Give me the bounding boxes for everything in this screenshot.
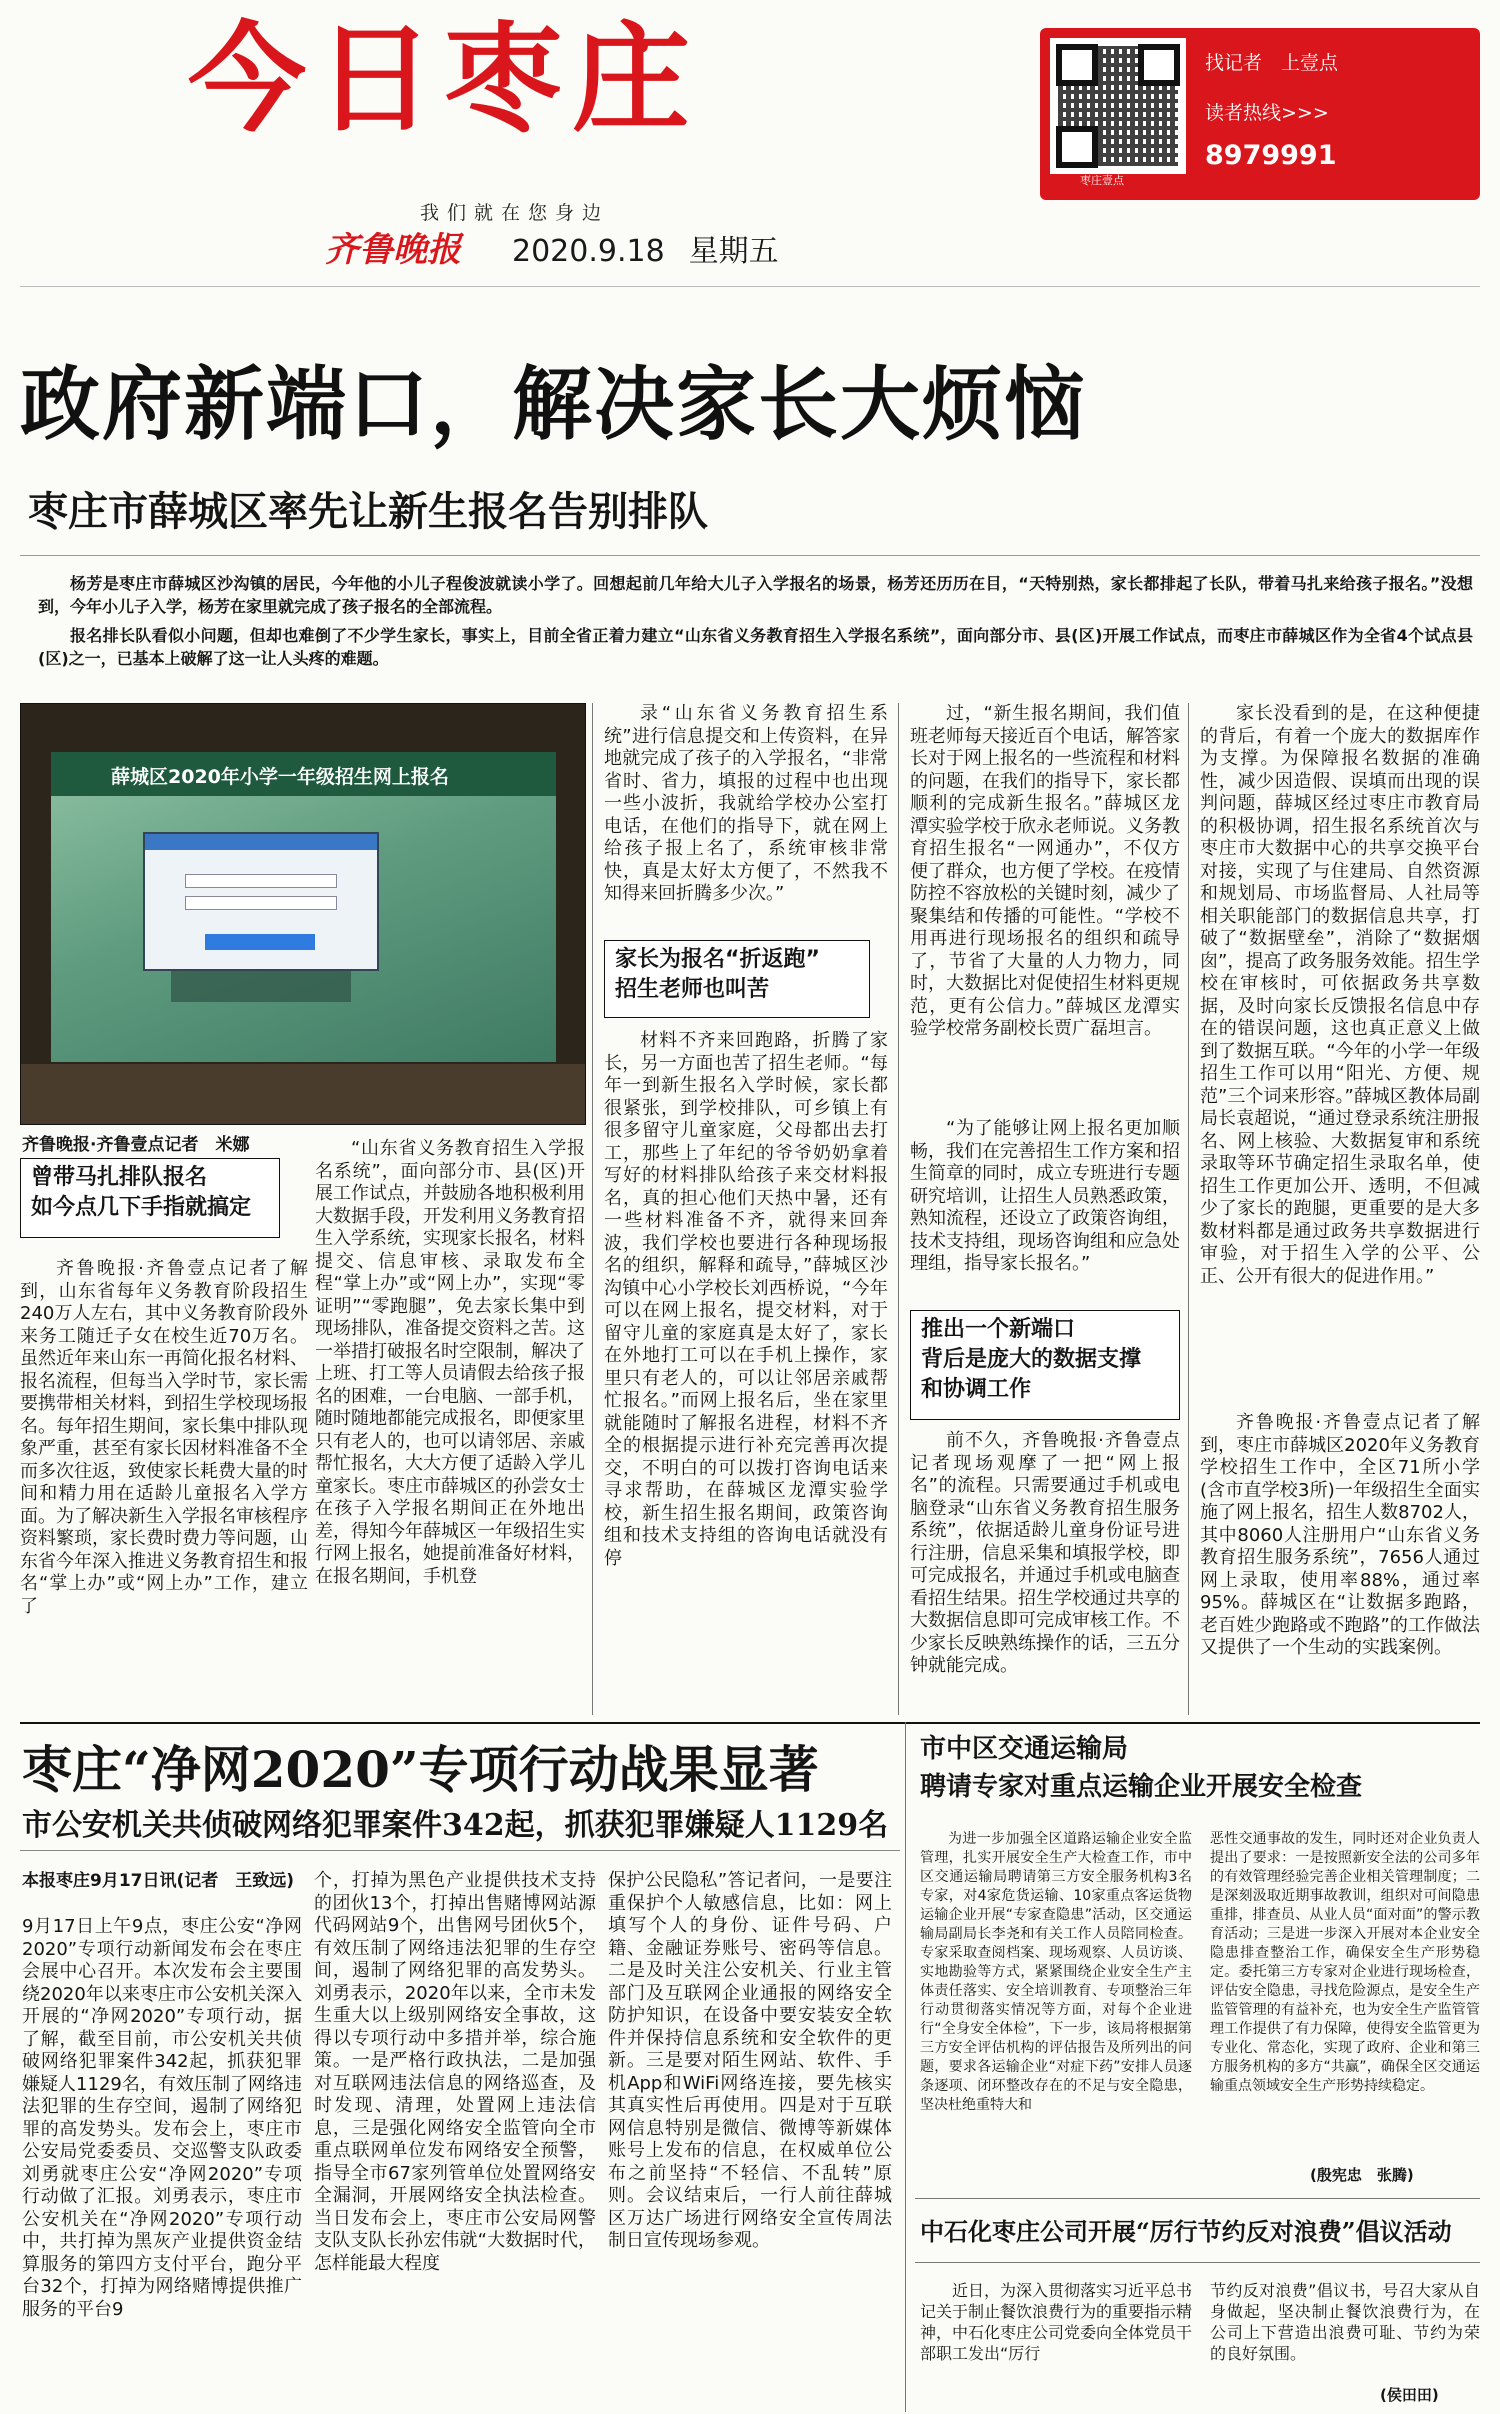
paper-brand: 齐鲁晚报 <box>325 230 461 270</box>
lead-column-4c: 前不久，齐鲁晚报·齐鲁壹点记者现场观摩了一把“网上报名”的流程。只需要通过手机或电脑登录“山东省义务教育招生服务系统”，依据适龄儿童身份证号进行注册，信息采集和填报学校，即可完成报名，并通过手机或电脑查看招生结果。招生学校通过共享的大数据信息即可完成审核工作。不少家长反映熟练操作的话，三五分钟就能完成。 <box>910 1430 1180 1676</box>
hotline-number: 8979991 <box>1205 140 1337 171</box>
contact-line-2: 读者热线>>> <box>1205 102 1329 124</box>
qr-code-icon <box>1050 38 1186 174</box>
masthead-title: 今日枣庄 <box>188 9 701 148</box>
column-rule <box>1188 703 1189 1715</box>
story4-column-1: 近日，为深入贯彻落实习近平总书记关于制止餐饮浪费行为的重要指示精神，中石化枣庄公司党委向全体党员干部职工发出“厉行 <box>920 2281 1192 2363</box>
subhead-2: 家长为报名“折返跑” 招生老师也叫苦 <box>604 940 870 1018</box>
story4-headline: 中石化枣庄公司开展“厉行节约反对浪费”倡议活动 <box>920 2217 1452 2246</box>
lead-column-1: 齐鲁晚报·齐鲁壹点记者了解到，山东省每年义务教育阶段招生240万人左右，其中义务教育阶段外来务工随迁子女在校生近70万名。虽然近年来山东一再简化报名材料、报名流程，但每当入学时节，家长需要携带相关材料，到招生学校现场报名。每年招生期间，家长集中排队现象严重，甚至有家长因材料准备不全而多次往返，致使家长耗费大量的时间和精力用在适龄儿童报名入学方面。为了解决新生入学报名审核程序资料繁琐，家长费时费力等问题，山东省今年深入推进义务教育招生和报名“掌上办”或“网上办”工作，建立了 <box>20 1258 308 1617</box>
lead-headline: 政府新端口，解决家长大烦恼 <box>20 357 1086 451</box>
column-rule <box>592 703 593 1715</box>
lead-column-5a: 家长没看到的是，在这种便捷的背后，有着一个庞大的数据库作为支撑。为保障报名数据的准确性，减少因造假、误填而出现的误判问题，薛城区经过枣庄市教育局的积极协调，招生报名系统首次与枣庄市大数据中心的共享交换平台对接，实现了与住建局、自然资源和规划局、市场监督局、人社局等相关职能部门的数据信息共享，打破了“数据壁垒”，消除了“数据烟囱”，提高了政务服务效能。招生学校在审核时，可依据政务共享数据，及时向家长反馈报名信息中存在的错误问题，这也真正意义上做到了数据互联。“今年的小学一年级招生工作可以用“阳光、方便、规范”三个词来形容。”薛城区教体局副局长袁超说，“通过登录系统注册报名、网上核验、大数据复审和系统录取等环节确定招生录取名单，使招生工作更加公开、透明，不但减少了家长的跑腿，更重要的是大多数材料都是通过政务共享数据进行审验，对于招生入学的公平、公正、公开有很大的促进作用。” <box>1200 703 1480 1287</box>
story4-divider <box>915 2262 1480 2263</box>
date-value: 2020.9.18 <box>512 234 665 269</box>
masthead-divider <box>20 286 1480 287</box>
lead-column-4a: 过，“新生报名期间，我们值班老师每天接近百个电话，解答家长对于网上报名的一些流程和材料的问题，在我们的指导下，家长都顺利的完成新生报名。”薛城区龙潭实验学校于欣永老师说。义务教育招生报名“一网通办”，不仅方便了群众，也方便了学校。在疫情防控不容放松的关键时刻，减少了聚集结和传播的可能性。“学校不用再进行现场报名的组织和疏导了，节省了大量的人力物力，同时，大数据比对促使招生材料更规范，更有公信力。”薛城区龙潭实验学校常务副校长贾广磊坦言。 <box>910 703 1180 1039</box>
lead-column-2a: 录“山东省义务教育招生系统”进行信息提交和上传资料，在异地就完成了孩子的入学报名，“非常省时、省力，填报的过程中也出现一些小波折，我就给学校办公室打电话，在他们的指导下，就在网上给孩子报上名了，系统审核非常快，真是太好太方便了，不然我不知得来回折腾多少次。” <box>604 703 888 904</box>
lead-column-4b: “为了能够让网上报名更加顺畅，我们在完善招生工作方案和招生简章的同时，成立专班进行专题研究培训，让招生人员熟悉政策，熟知流程，还设立了政策咨询组，技术支持组，现场咨询组和应急处理组，指导家长报名。” <box>910 1118 1180 1274</box>
story2-column-2: 个，打掉为黑色产业提供技术支持的团伙13个，打掉出售赌博网站源代码网站9个，出售网号团伙5个，有效压制了网络违法犯罪的生存空间，遏制了网络犯罪的高发势头。刘勇表示，2020年以来，全市未发生重大以上级别网络安全事故，这得以专项行动中多措并举，综合施策。一是严格行政执法，二是加强对互联网违法信息的网络巡查，及时发现、清理，处置网上违法信息，三是强化网络安全监管向全市重点联网单位发布网络安全预警，指导全市67家列管单位处置网络安全漏洞，开展网络安全执法检查。当日发布会上，枣庄市公安局网警支队支队长孙宏伟就“大数据时代，怎样能最大程度 <box>314 1870 596 2274</box>
story3-column-2: 恶性交通事故的发生，同时还对企业负责人提出了要求：一是按照新安全法的公司多年的有效管理经验完善企业相关管理制度；二是深刻汲取近期事故教训，组织对可间隐患重排，排查员、从业人员“面对面”的警示教育活动；三是进一步深入开展对本企业安全隐患排查整治工作，确保安全生产形势稳定。委托第三方专家对企业进行现场检查，评估安全隐患，寻找危险源点，是安全生产监管管理的有益补充，也为安全生产监管管理工作提供了有力保障，使得安全监管更为专业化、常态化，实现了政府、企业和第三方服务机构的多方“共赢”，确保全区交通运输重点领域安全生产形势持续稳定。 <box>1210 1831 1480 2094</box>
story2-divider <box>20 1850 900 1851</box>
column-rule <box>905 1722 906 2412</box>
lead-paragraph-1: 杨芳是枣庄市薛城区沙沟镇的居民，今年他的小儿子程俊波就读小学了。回想起前几年给大儿子入学报名的场景，杨芳还历历在目，“天特别热，家长都排起了长队，带着马扎来给孩子报名。”没想到，今年小儿子入学，杨芳在家里就完成了孩子报名的全部流程。 <box>38 574 1473 616</box>
story4-credit: (侯田田) <box>1380 2386 1439 2404</box>
issue-date <box>512 226 803 270</box>
story4-column-2: 节约反对浪费”倡议书，号召大家从自身做起，坚决制止餐饮浪费行为，在公司上下营造出浪费可耻、节约为荣的良好氛围。 <box>1210 2281 1480 2363</box>
screen-title: 薛城区2020年小学一年级招生网上报名 <box>111 766 449 788</box>
contact-line-1: 找记者 上壹点 <box>1205 52 1339 74</box>
subhead-3: 推出一个新端口 背后是庞大的数据支撑 和协调工作 <box>910 1310 1180 1420</box>
story2-column-1: 9月17日上午9点，枣庄公安“净网2020”专项行动新闻发布会在枣庄会展中心召开。本次发布会主要围绕2020年以来枣庄市公安机关深入开展的“净网2020”专项行动，据了解，截至目前，市公安机关共侦破网络犯罪案件342起，抓获犯罪嫌疑人1129名，有效压制了网络违法犯罪的生存空间，遏制了网络犯罪的高发势头。发布会上，枣庄市公安局党委委员、交巡警支队政委刘勇就枣庄公安“净网2020”专项行动做了汇报。刘勇表示，枣庄市公安机关在“净网2020”专项行动中，共打掉为黑灰产业提供资金结算服务的第四方支付平台，跑分平台32个，打掉为网络赌博提供推广服务的平台9 <box>22 1916 302 2320</box>
subhead-1: 曾带马扎排队报名 如今点几下手指就搞定 <box>20 1158 280 1238</box>
lead-column-3: 材料不齐来回跑路，折腾了家长，另一方面也苦了招生老师。“每年一到新生报名入学时候，家长都很紧张，到学校排队，可乡镇上有很多留守儿童家庭，父母都出去打工，那些上了年纪的爷爷奶奶拿着写好的材料排队给孩子来交材料报名，真的担心他们天热中暑，还有一些材料准备不齐，就得来回奔波，我们学校也要进行各种现场报名的组织，解释和疏导，”薛城区沙沟镇中心小学校长刘西桥说，“今年可以在网上报名，提交材料，对于留守儿童的家庭真是太好了，家长在外地打工可以在手机上操作，家里只有老人的，可以让邻居亲戚帮忙报名。”而网上报名后，坐在家里就能随时了解报名进程，材料不齐全的根据提示进行补充完善再次提交，不明白的可以拨打咨询电话来寻求帮助，在薛城区龙潭实验学校，新生招生报名期间，政策咨询组和技术支持组的咨询电话就没有停 <box>604 1030 888 1569</box>
story2-dateline: 本报枣庄9月17日讯(记者 王致远) <box>22 1871 295 1891</box>
story3-column-1: 为进一步加强全区道路运输企业安全监管理，扎实开展安全生产大检查工作，市中区交通运输局聘请第三方安全服务机构3名专家，对4家危货运输、10家重点客运货物运输企业开展“专家查隐患”活动，区交通运输局副局长李尧和有关工作人员陪同检查。专家采取查阅档案、现场观察、人员访谈、实地勘验等方式，紧紧围绕企业安全生产主体责任落实、安全培训教育、专项整治三年行动贯彻落实情况等方面，对每个企业进行“全身安全体检”，下一步，该局将根据第三方安全评估机构的评估报告及所列出的问题，要求各运输企业“对症下药”安排人员逐条逐项、闭环整改存在的不足与安全隐患，坚决杜绝重特大和 <box>920 1831 1192 2113</box>
story2-headline: 枣庄“净网2020”专项行动战果显著 <box>22 1740 819 1799</box>
lead-subheadline: 枣庄市薛城区率先让新生报名告别排队 <box>28 488 708 535</box>
masthead-slogan: 我们就在您身边 <box>420 202 610 224</box>
column-rule <box>898 703 899 1715</box>
qr-caption: 枣庄壹点 <box>1080 174 1124 187</box>
story2-subheadline: 市公安机关共侦破网络犯罪案件342起，抓获犯罪嫌疑人1129名 <box>22 1808 889 1843</box>
video-wall-screen <box>51 752 556 1062</box>
lead-column-5b: 齐鲁晚报·齐鲁壹点记者了解到，枣庄市薛城区2020年义务教育学校招生工作中，全区71所小学(含市直学校3所)一年级招生全面实施了网上报名，招生人数8702人，其中8060人注册用户“山东省义务教育招生服务系统”，7656人通过网上录取，使用率88%，通过率95%。薛城区在“让数据多跑路，老百姓少跑路或不跑路”的工作做法又提供了一个生动的实践案例。 <box>1200 1412 1480 1658</box>
story3-credit: (殷宪忠 张腾) <box>1310 2166 1414 2184</box>
lead-paragraph-2: 报名排长队看似小问题，但却也难倒了不少学生家长，事实上，目前全省正着力建立“山东省义务教育招生入学报名系统”，面向部分市、县(区)开展工作试点，而枣庄市薛城区作为全省4个试点县(区)之一，已基本上破解了这一让人头疼的难题。 <box>38 626 1473 668</box>
subheadline-divider <box>20 555 1480 556</box>
login-window-graphic <box>143 832 379 971</box>
section-divider <box>20 1722 1480 1724</box>
story2-column-3: 保护公民隐私”答记者问，一是要注重保护个人敏感信息，比如：网上填写个人的身份、证件号码、户籍、金融证券账号、密码等信息。二是及时关注公安机关、行业主管部门及互联网企业通报的网络安全防护知识，在设备中要安装安全软件并保持信息系统和安全软件的更新。三是要对陌生网站、软件、手机App和WiFi网络连接，要先核实其真实性后再使用。四是对于互联网信息特别是微信、微博等新媒体账号上发布的信息，在权威单位公布之前坚持“不轻信、不乱转”原则。会议结束后，一行人前往薛城区万达广场进行网络安全宣传周法制日宣传现场参观。 <box>608 1870 892 2251</box>
registration-photo <box>20 703 586 1125</box>
story3-divider <box>915 2198 1480 2199</box>
photo-credit: 齐鲁晚报·齐鲁壹点记者 米娜 <box>22 1135 250 1155</box>
story3-headline: 市中区交通运输局 聘请专家对重点运输企业开展安全检查 <box>920 1734 1363 1802</box>
weekday-value: 星期五 <box>688 234 779 269</box>
lead-column-2: “山东省义务教育招生入学报名系统”，面向部分市、县(区)开展工作试点，并鼓励各地积极利用大数据手段，开发利用义务教育招生入学系统，实现家长报名，材料提交、信息审核、录取发布全程“掌上办”或“网上办”，实现“零证明”“零跑腿”，免去家长集中到现场排队，准备提交资料之苦。这一举措打破报名时空限制，解决了上班、打工等人员请假去给孩子报名的困难，一台电脑、一部手机，随时随地都能完成报名，即便家里只有老人的，也可以请邻居、亲戚帮忙报名，大大方便了适龄入学儿童家长。枣庄市薛城区的孙尝女士在孩子入学报名期间正在外地出差，得知今年薛城区一年级招生实行网上报名，她提前准备好材料，在报名期间，手机登 <box>315 1138 585 1587</box>
